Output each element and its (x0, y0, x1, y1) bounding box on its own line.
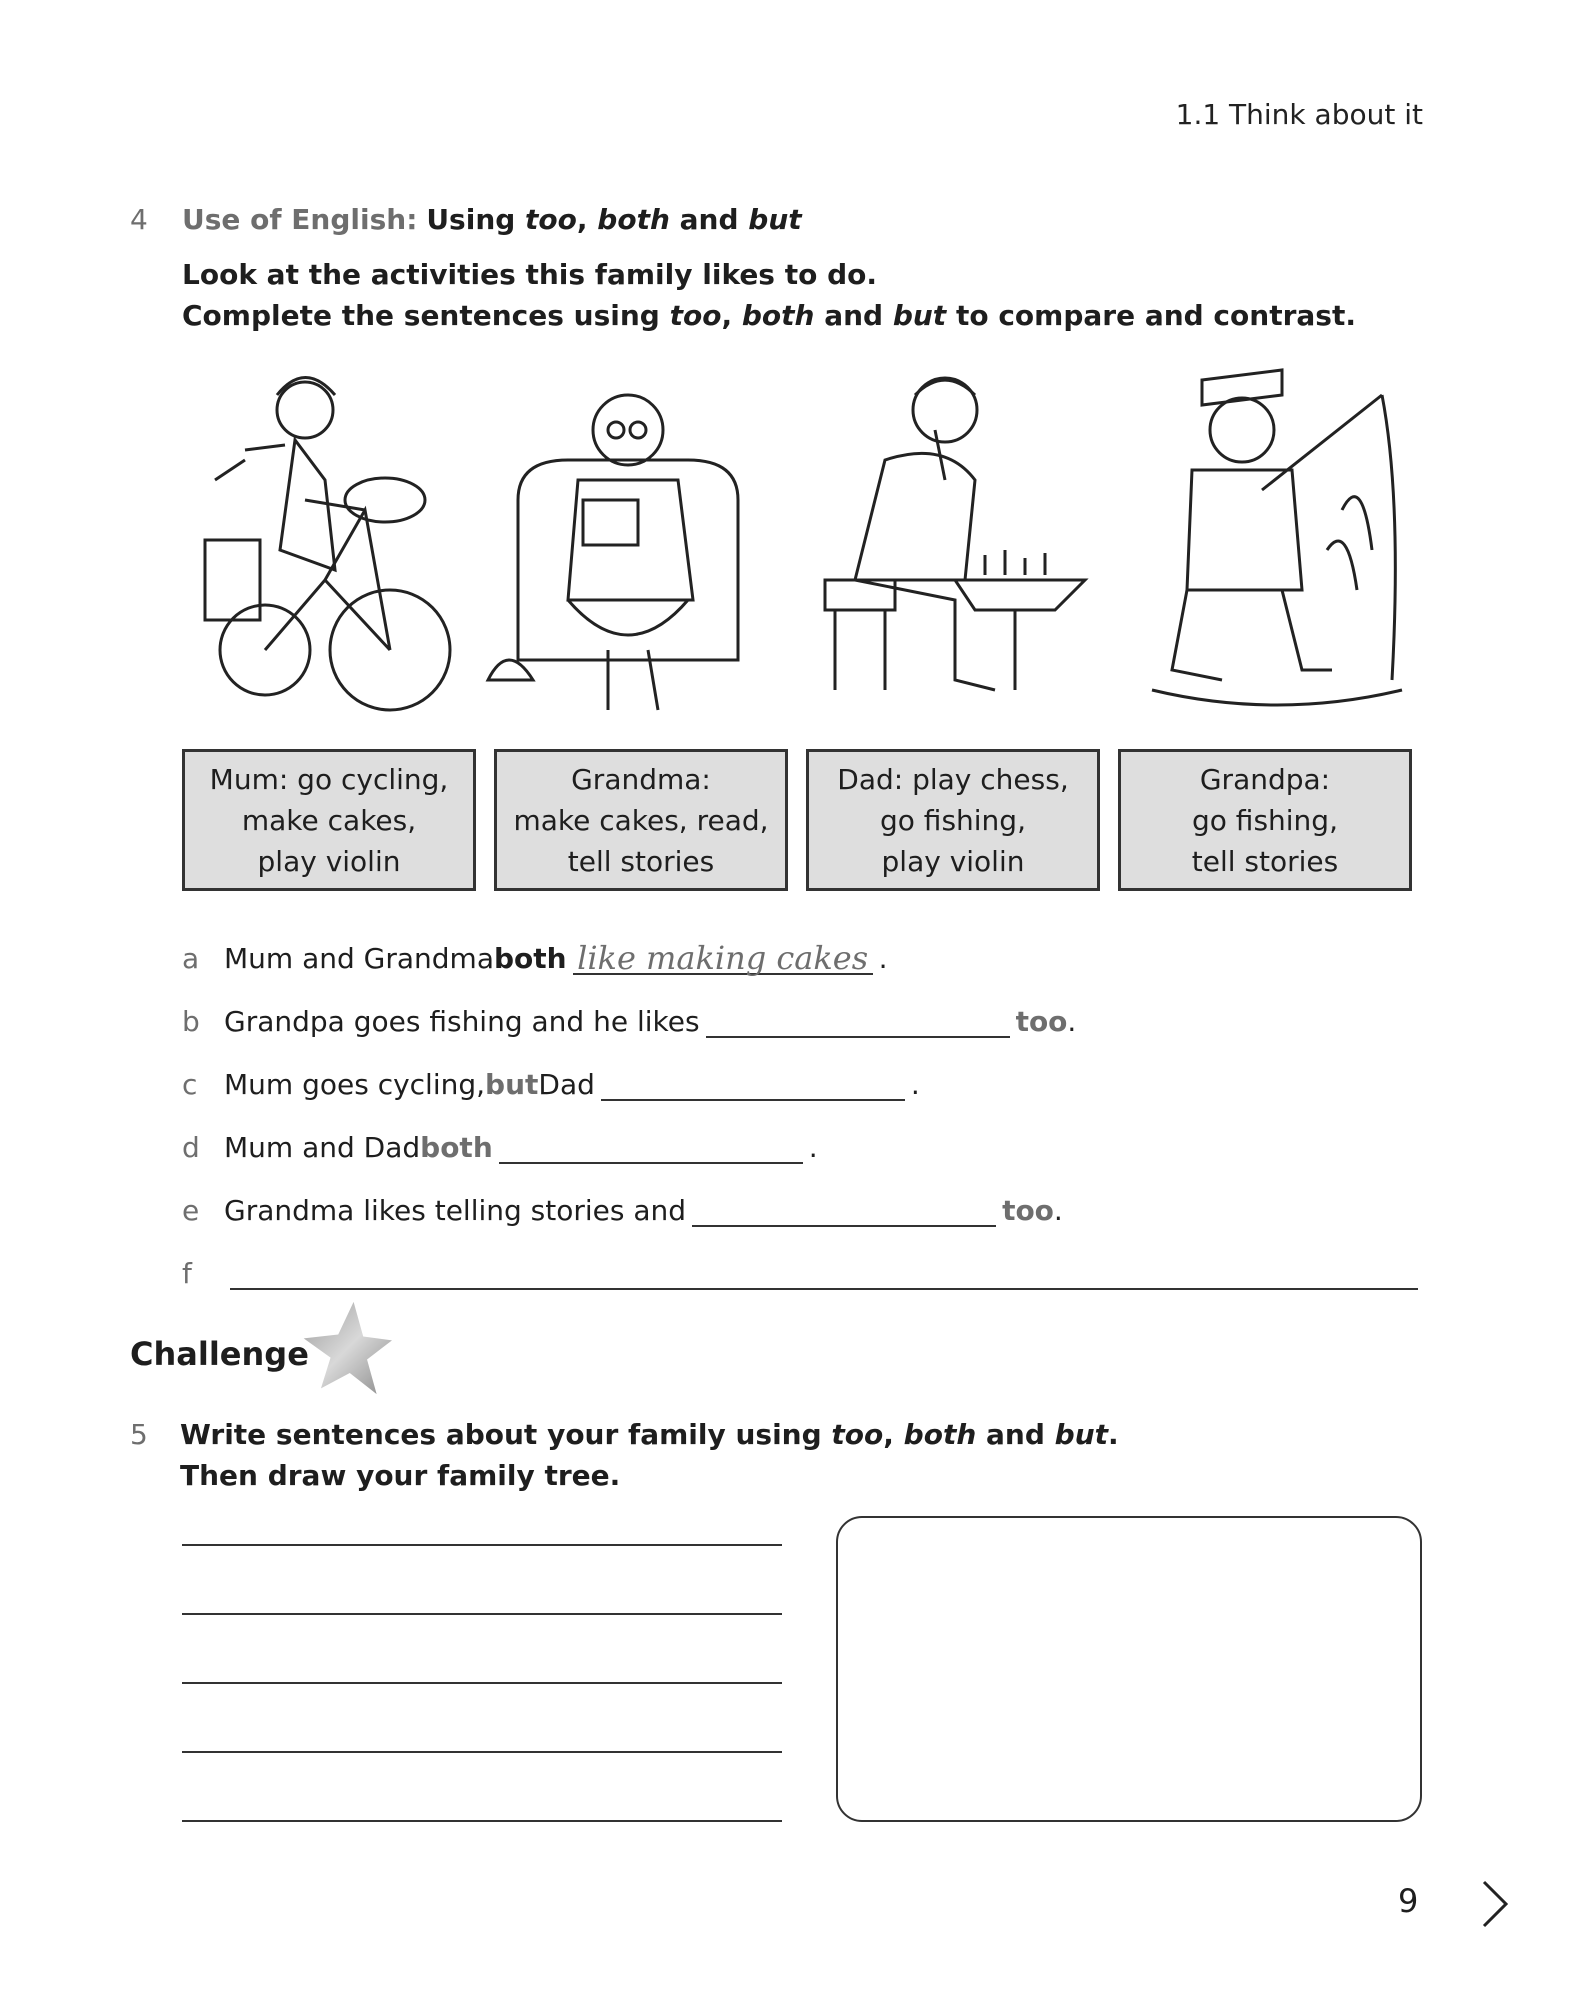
exercise-item-b: b Grandpa goes fishing and he likes too . (182, 1005, 1077, 1038)
answer-field-a[interactable]: like making cakes (573, 943, 873, 975)
chevron-right-icon[interactable] (1478, 1878, 1512, 1930)
family-tree-drawing-box[interactable] (836, 1516, 1422, 1822)
answer-field-b[interactable] (706, 1006, 1010, 1038)
answer-field-d[interactable] (499, 1132, 803, 1164)
exercise-item-a: a Mum and Grandma both like making cakes . (182, 939, 888, 977)
writing-line-1[interactable] (182, 1544, 782, 1546)
exercise-item-d: d Mum and Dad both . (182, 1131, 818, 1164)
use-of-english-label: Use of English: (182, 203, 418, 236)
question-5-line-1: Write sentences about your family using too, both and but. (180, 1418, 1119, 1451)
exercise-item-e: e Grandma likes telling stories and too . (182, 1194, 1063, 1227)
question-number-4: 4 (130, 203, 148, 236)
answer-field-f[interactable] (230, 1258, 1418, 1290)
mum-cycling-illustration (185, 350, 475, 725)
info-box-grandpa: Grandpa: go fishing, tell stories (1118, 749, 1412, 891)
page-number: 9 (1398, 1882, 1419, 1920)
info-box-grandma: Grandma: make cakes, read, tell stories (494, 749, 788, 891)
info-box-mum: Mum: go cycling, make cakes, play violin (182, 749, 476, 891)
grandma-reading-illustration (478, 350, 768, 725)
info-box-dad: Dad: play chess, go fishing, play violin (806, 749, 1100, 891)
instruction-line-2: Complete the sentences using too, both and but to compare and contrast. (182, 299, 1356, 332)
grandpa-fishing-illustration (1132, 350, 1422, 725)
answer-field-c[interactable] (601, 1069, 905, 1101)
question-4-title: Use of English: Using too, both and but (182, 203, 802, 236)
question-number-5: 5 (130, 1418, 148, 1451)
challenge-heading: Challenge (130, 1335, 309, 1373)
writing-line-2[interactable] (182, 1613, 782, 1615)
dad-chess-illustration (805, 350, 1095, 725)
question-5-line-2: Then draw your family tree. (180, 1459, 621, 1492)
answer-field-e[interactable] (692, 1195, 996, 1227)
exercise-item-c: c Mum goes cycling, but Dad . (182, 1068, 920, 1101)
section-header: 1.1 Think about it (1175, 98, 1423, 131)
writing-line-5[interactable] (182, 1820, 782, 1822)
writing-line-4[interactable] (182, 1751, 782, 1753)
exercise-item-f: f (182, 1250, 1424, 1290)
instruction-line-1: Look at the activities this family likes to do. (182, 258, 878, 291)
writing-line-3[interactable] (182, 1682, 782, 1684)
star-icon (296, 1300, 392, 1396)
